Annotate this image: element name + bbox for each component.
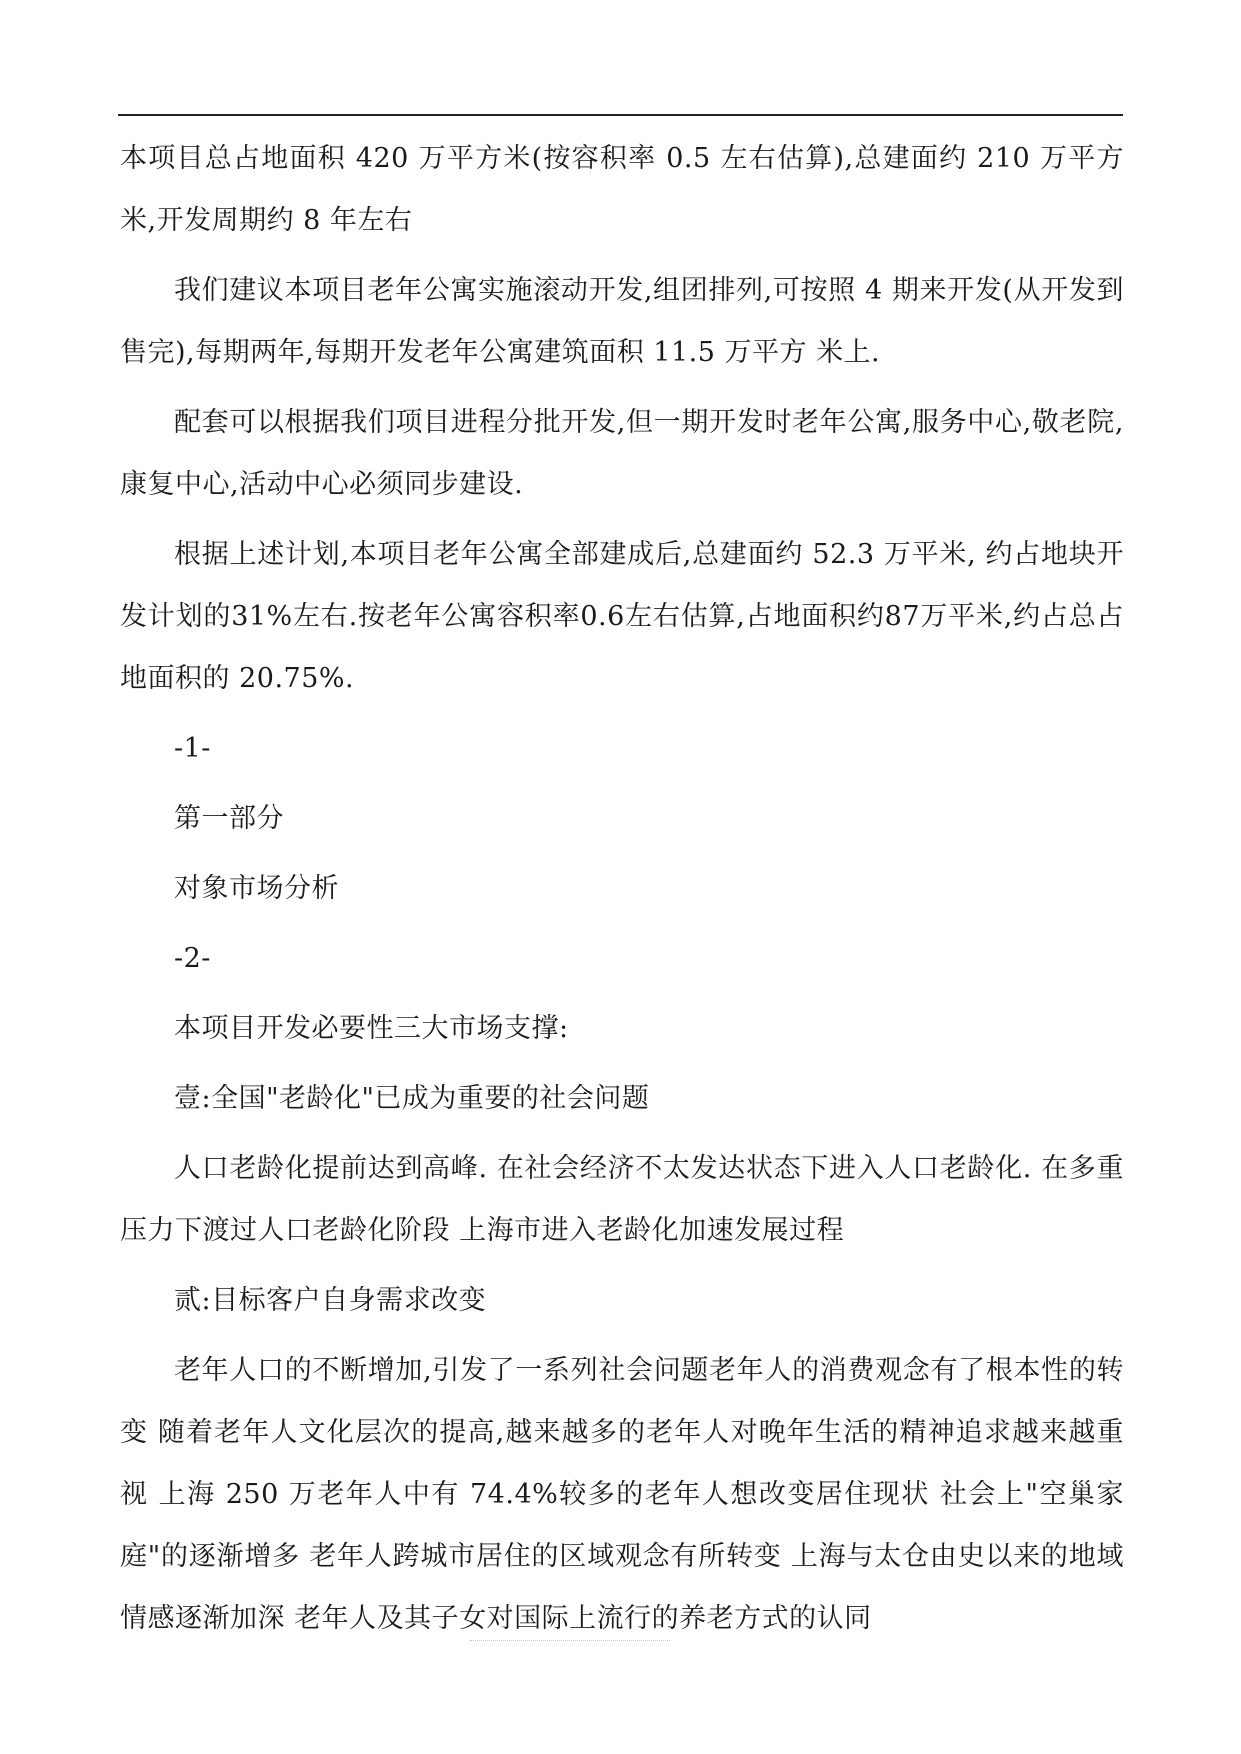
paragraph-area-summary: 根据上述计划,本项目老年公寓全部建成后,总建面约 52.3 万平米, 约占地块开发计划的31%左右.按老年公寓容积率0.6左右估算,占地面积约87万平米,约占总占地面积的 20.75%. [120, 539, 1124, 694]
page-marker-2: -2- [174, 943, 211, 974]
document-body [120, 128, 1124, 1658]
paragraph-phased-development: 我们建议本项目老年公寓实施滚动开发,组团排列,可按照 4 期来开发(从开发到售完),每期两年,每期开发老年公寓建筑面积 11.5 万平方 米上. [120, 275, 1124, 368]
page-marker-1: -1- [174, 733, 211, 764]
part-heading: 第一部分 [174, 803, 284, 834]
paragraph-customer-needs: 老年人口的不断增加,引发了一系列社会问题老年人的消费观念有了根本性的转变 随着老年人文化层次的提高,越来越多的老年人对晚年生活的精神追求越来越重视 上海 250 万老年人中有 74.4%较多的老年人想改变居住现状 社会上"空巢家庭"的逐渐增多 老年人跨城市居住的区域观念有所转变 上海与太仓由史以来的地域情感逐渐加深 老年人及其子女对国际上流行的养老方式的认同 [120, 1355, 1124, 1634]
subsection-heading-1: 壹:全国"老龄化"已成为重要的社会问题 [174, 1083, 650, 1114]
paragraph-aging-trend: 人口老龄化提前达到高峰. 在社会经济不太发达状态下进入人口老龄化. 在多重压力下渡过人口老龄化阶段 上海市进入老龄化加速发展过程 [120, 1153, 1124, 1246]
part-title: 对象市场分析 [174, 873, 339, 904]
footer-divider [470, 1640, 670, 1641]
paragraph-site-area: 本项目总占地面积 420 万平方米(按容积率 0.5 左右估算),总建面约 210 万平方米,开发周期约 8 年左右 [120, 143, 1124, 236]
subsection-heading-2: 贰:目标客户自身需求改变 [174, 1285, 487, 1316]
header-rule [118, 114, 1123, 116]
section-intro: 本项目开发必要性三大市场支撑: [174, 1013, 569, 1044]
paragraph-supporting-facilities: 配套可以根据我们项目进程分批开发,但一期开发时老年公寓,服务中心,敬老院,康复中心,活动中心必须同步建设. [120, 407, 1124, 500]
